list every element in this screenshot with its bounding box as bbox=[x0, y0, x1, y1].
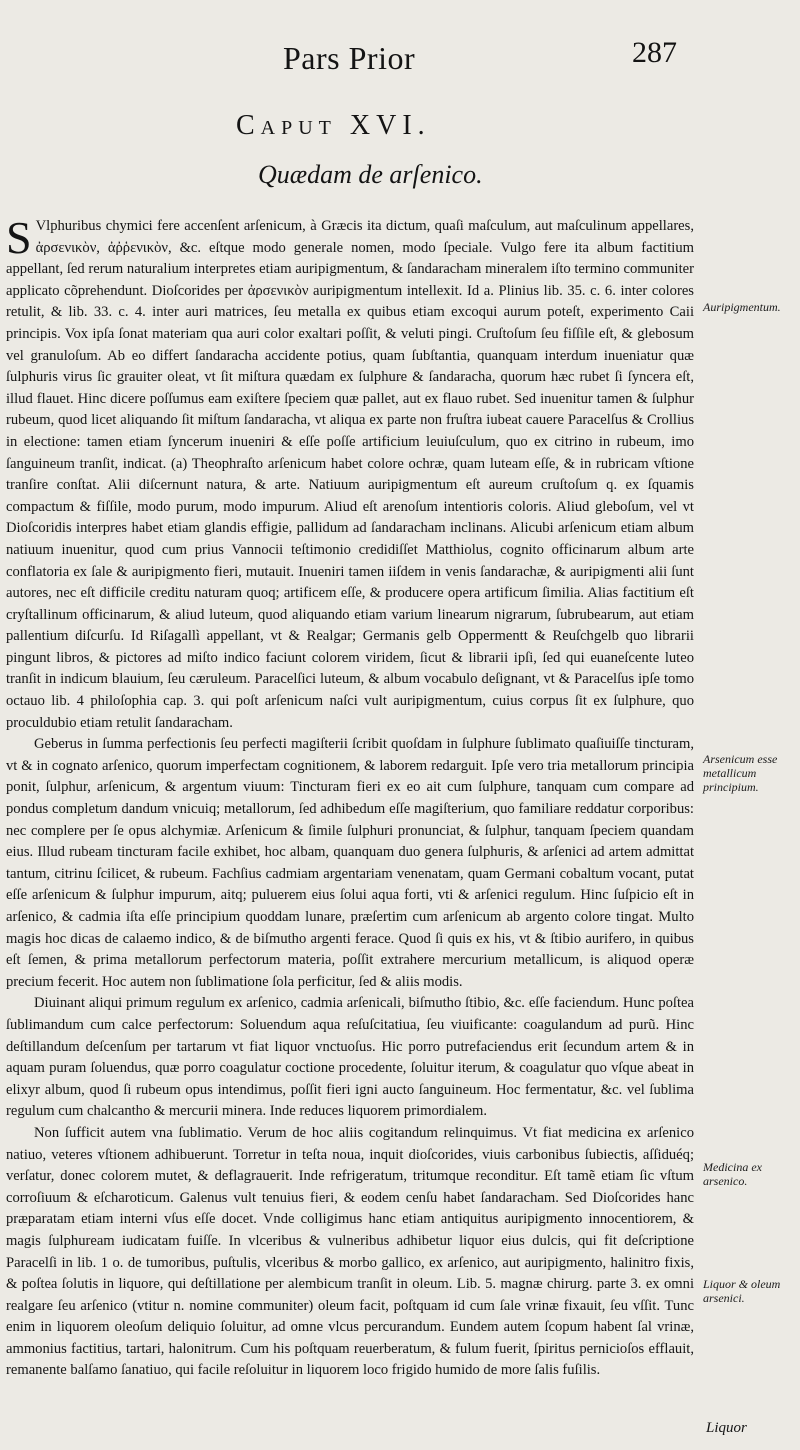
margin-note: Liquor & oleum arsenici. bbox=[703, 1277, 781, 1305]
body-text bbox=[6, 212, 694, 1382]
paragraph bbox=[6, 212, 694, 734]
catchword: Liquor bbox=[706, 1420, 747, 1436]
page-number: 287 bbox=[632, 36, 677, 69]
paragraph: Geberus in ſumma perfectionis ſeu perfecti magiſterii ſcribit quoſdam in ſulphure ſublimato quaſiuiſſe tincturam, vt & in cognato arſenico, quorum imperfectam cognitionem, & laborem redarguit. Ipſe vero tria metallorum principia ponit, ſulphur, arſenicum, & argentum viuum: Tincturam fieri ex eo ait cum ſulphure, tanquam cum compare ad pondus completum dandum vnicuiq; metallorum, ſed adhibedum eſſe magiſterium, quo familiare reddatur corporibus: nec complere per ſe opus alchymiæ. Arſenicum & ſimile ſulphuri pronunciat, & ſulphur, tanquam ſpeciem quandam eius. Illud rubeam tincturam facile exhibet, hoc albam, quanquam duo genera ſulphuris, & arſenici ad artem admittat tantum, citrinu ſcilicet, & rubeum. Fachſius cadmiam argentariam venenatam, quam Germani cobaltum vocant, putat eſſe arſenicum & ſulphur impurum, aitq; puluerem eius ſolui aqua forti, vti & arſenici regulum. Hinc ſuſpicio eſt in arſenico, & cadmia iſta eſſe principium quoddam lunare, præſertim cum arſenicum ab argento colore tingat. Multo magis hoc dicas de calaemo indico, & de biſmutho argenti ferace. Quod ſi quis ex his, vt & ſtibio aurifero, in quibus eſt ſemen, & prima metallorum perfectorum materia, poſſit extrahere mercurium metallicum, is aliquod operæ precium fecerit. Hoc autem non ſublimatione ſola perficitur, ſed & aliis modis. bbox=[6, 736, 694, 990]
paragraph-text: Vlphuribus chymici fere accenſent arſenicum, à Græcis ita dictum, quaſi maſculum, aut maſculinum appellares, ἀρσενικὸν, ἀῤῥενικὸν, &c. eſtque modo generale nomen, modo ſpeciale. Vulgo fere ita album factitium appellant, ſed rerum naturalium interpretes etiam auripigmentum, & ſandaracham mineralem iſto termino communiter applicato cõprehendunt. Dioſcorides per ἀρσενικὸν auripigmentum intellexit. Id a. Plinius lib. 35. c. 6. inter colores retulit, & lib. 33. c. 4. inter auri matrices, ſeu metalla ex quibus etiam excoqui aurum poteſt, experimento Caii principis. Vox ipſa ſonat materiam qua auri color exaltari poſſit, & veluti pingi. Cruſtoſum ſeu fiſſile eſt, & glebosum vel granuloſum. Ab eo differt ſandaracha accidente potius, quam ſubſtantia, quanquam interdum inueniatur quæ ſulphuris virus ſic grauiter oleat, vt ſit miſtura quædam ex ſulphure & ſandaracha, quorum hæc rubet ſi ſyncera eſt, illud flauet. Hinc dicere poſſumus eam exiſtere ſpeciem quæ pallet, aut ex flauo rubet. Sed inuenitur tamen & ſulphur rubeum, quod licet aliquando ſit miſtum ſandaracha, vt aliqua ex parte non fruſtra iubeat cauere Paracelſus & Crollius in electione: tamen etiam ſyncerum inueniri & eſſe poſſe artificium leuiuſculum, quo ex citrino in rubeum, imo ſanguineum tranſit, indicat. (a) Theophraſto arſenicum habet colore ochræ, quam luteam eſſe, & in rubricam vſtione tranſire conſtat. Alii diſcernunt natura, & arte. Natiuum auripigmentum eſt aureum cruſtoſum q. ex ſquamis compactum & fiſſile, modo purum, modo impurum. Aliud eſt arenoſum intentioris coloris. Aliud gleboſum, vel vt Dioſcoridis interpres habet etiam glandis effigie, pallidum ad ſandaracham inclinans. Alicubi arſenicum etiam album natiuum inuenitur, quod cum prius Vannocii teſtimonio credidiſſet Matthiolus, cognito officinarum album arte conflatoria ex ſale & auripigmento fieri, mutauit. Inueniri tamen iiſdem in venis ſandarachæ, & auripigmenti alii ſunt autores, nec eſt difficile creditu naturam quoq; artificem eſſe, & producere opera artificum ſimilia. Alias factitium eſt cryſtallinum officinarum, & aliud luteum, quod aliquando etiam varium linearum nigrarum, ſubrubearum, aut etiam pallentium diſcurſu. Id Riſagallì appellant, vt & Realgar; Germanis gelb Oppermentt & Reuſchgelb quo librarii pingunt libros, & pictores ad miſto indico faciunt colorem viridem, ſicut & librarii ipſi, ſed qui euaneſcente luteo tranſit in indicum blauium, ſeu cæruleum. Paracelſici luteum, & album vocabulo deſignant, vt & Paracelſus ipſe tomo octauo lib. 4 philoſophia cap. 3. qui poſt arſenicum naſci vult auripigmentum, cuius corpus ſit ex ſulphure, quo proculdubio etiam retulit ſandaracham. bbox=[6, 218, 694, 731]
chapter-subtitle: Quædam de arſenico. bbox=[258, 160, 483, 189]
margin-note: Auripigmentum. bbox=[703, 300, 781, 314]
margin-note: Medicina ex arsenico. bbox=[703, 1160, 762, 1188]
drop-cap: S bbox=[6, 212, 32, 263]
paragraph: Diuinant aliqui primum regulum ex arſenico, cadmia arſenicali, biſmutho ſtibio, &c. eſſe faciendum. Hunc poſtea ſublimandum cum calce perfectorum: Soluendum aqua reſuſcitatiua, ſeu viuificante: coagulandum ad purũ. Hinc deſtillandum deſcenſum per tartarum vt fiat liquor vnctuoſus. Hic porro putrefaciendus erit ſecundum artem & in aquam puram ſoluendus, quæ porro coagulatur coctione procedente, ſoluitur iterum, & coagulatur quo vſque abeat in elixyr album, quod ſi rubeum opus intendimus, poſſit fieri igni aucto ſanguineum. Hoc fermentatur, &c. vel ſublima regulum cum chalcantho & mercurii minera. Inde reduces liquorem primordialem. bbox=[6, 995, 694, 1120]
margin-note: Arsenicum esse metallicum principium. bbox=[703, 752, 778, 794]
chapter-heading: Caput XVI. bbox=[236, 110, 431, 141]
running-title: Pars Prior bbox=[283, 40, 416, 76]
paragraph: Non ſufficit autem vna ſublimatio. Verum de hoc aliis cogitandum relinquimus. Vt fiat medicina ex arſenico natiuo, veteres vſtionem adhibuerunt. Torretur in teſta noua, inquit dioſcorides, viuis carbonibus ſubiectis, aſſiduéq; verſatur, donec colorem mutet, & deflagrauerit. Inde refrigeratum, tritumque reconditur. Eſt tamẽ etiam ſic vſtum corroſiuum & eſcharoticum. Galenus vult tenuius fieri, & eodem cenſu habet ſandaracham. Sed Dioſcorides hanc præparatam etiam interni vſus eſſe docet. Vnde colligimus hanc etiam antiquitus auripigmento innocentiorem, & magis ſulphuream iudicatam fuiſſe. In vlceribus & vulneribus adhibetur liquor eius dulcis, qui fit deſcriptione Paracelſi in lib. 1 o. de tumoribus, puſtulis, vlceribus & morbo gallico, ex arſenico, aut auripigmento, halinitro fixis, & poſtea ſolutis in liquore, qui deſtillatione per alembicum tranſit in oleum. Lib. 5. magnæ chirurg. parte 3. ex omni realgare ſeu arſenico (vtitur n. nomine communiter) oleum facit, poſtquam id cum ſale vrinæ fixauit, ſeu vſſit. Tunc enim in liquorem oleoſum deliquio ſoluitur, ad omne vlcus percurandum. Eundem autem ſcopum habent ſal vrinæ, ammonius factitius, tartari, halonitrum. Cum his poſtquam reuerberatum, & fulum fuerit, ſpiritus pernicioſos efflauit, remanente balſamo ſanatiuo, qui facile reſoluitur in liquorem loco frigido humido de more ſalis fuſilis. bbox=[6, 1124, 694, 1379]
